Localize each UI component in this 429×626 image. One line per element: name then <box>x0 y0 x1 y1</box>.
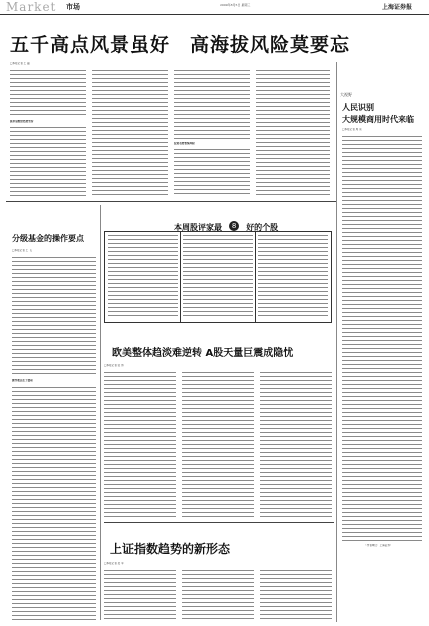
masthead <box>0 0 429 15</box>
top-article <box>10 62 330 197</box>
left-story-byline: □本报记者 王 飞 <box>12 249 32 252</box>
bottom-story-headline: 上证指数趋势的新形态 <box>110 542 231 556</box>
left-story <box>6 205 98 625</box>
table-badge <box>229 221 239 231</box>
bottom-text-col-2 <box>182 570 254 622</box>
mid-text-col-2 <box>182 372 254 518</box>
table-divider-2 <box>255 232 256 322</box>
text-column-3a <box>174 70 250 140</box>
top-byline: □本报记者 王 磊 <box>10 62 30 65</box>
right-headline-2: 大规模商用时代来临 <box>342 115 414 124</box>
stock-table <box>104 231 332 323</box>
table-divider-1 <box>180 232 181 322</box>
table-col-1 <box>108 235 178 319</box>
left-column-divider <box>100 205 101 620</box>
section-cn: 市场 <box>66 3 80 11</box>
text-column-3b <box>174 149 250 197</box>
right-byline: □本报记者 周 亮 <box>342 128 362 131</box>
stock-table-section <box>104 215 332 323</box>
right-column-header: 大视野 <box>340 92 352 97</box>
divider-top <box>6 201 336 202</box>
left-story-text-2 <box>12 387 96 621</box>
text-column-4 <box>256 70 330 197</box>
table-title-row <box>174 215 324 232</box>
main-headline: 五千高点风景虽好 高海拔风险莫要忘 <box>10 34 351 56</box>
table-badge-number: 8 <box>231 221 237 230</box>
right-footer: （作者单位：上海证券） <box>364 544 393 547</box>
section-latin: Market <box>6 0 57 14</box>
divider-bottom <box>104 522 334 523</box>
table-title-suffix: 好的个股 <box>246 223 279 232</box>
bottom-story-byline: □本报记者 吴 军 <box>104 562 124 565</box>
text-column-1b <box>10 127 86 197</box>
mid-story-byline: □本报记者 张 伟 <box>104 364 124 367</box>
mid-story <box>104 328 334 518</box>
left-story-headline: 分级基金的操作要点 <box>12 234 84 243</box>
masthead-date: 2009年8月5日 星期三 <box>220 3 251 7</box>
text-column-1a <box>10 70 86 118</box>
text-column-2 <box>92 70 168 197</box>
top-subhead-1: 熊市思维依然要坚持 <box>10 120 34 123</box>
right-headline-1: 人民识别 <box>342 103 374 112</box>
left-story-text-1 <box>12 257 96 377</box>
table-col-2 <box>183 235 253 319</box>
bottom-story <box>104 526 334 622</box>
table-title: 本周股评家最 <box>174 223 222 232</box>
mid-text-col-1 <box>104 372 176 518</box>
bottom-text-col-3 <box>260 570 332 622</box>
bottom-text-col-1 <box>104 570 176 622</box>
left-story-subhead: 操作难点在于波动 <box>12 379 33 382</box>
table-col-3 <box>258 235 328 319</box>
right-column <box>340 62 424 622</box>
right-column-divider <box>336 62 337 622</box>
paper-name: 上海证券报 <box>382 4 413 11</box>
mid-story-headline: 欧美整体趋淡难逆转 A股天量巨震成隐忧 <box>112 348 294 359</box>
top-subhead-2: 投资者要警惕风险 <box>174 142 195 145</box>
right-body-text <box>342 136 422 541</box>
mid-text-col-3 <box>260 372 332 518</box>
